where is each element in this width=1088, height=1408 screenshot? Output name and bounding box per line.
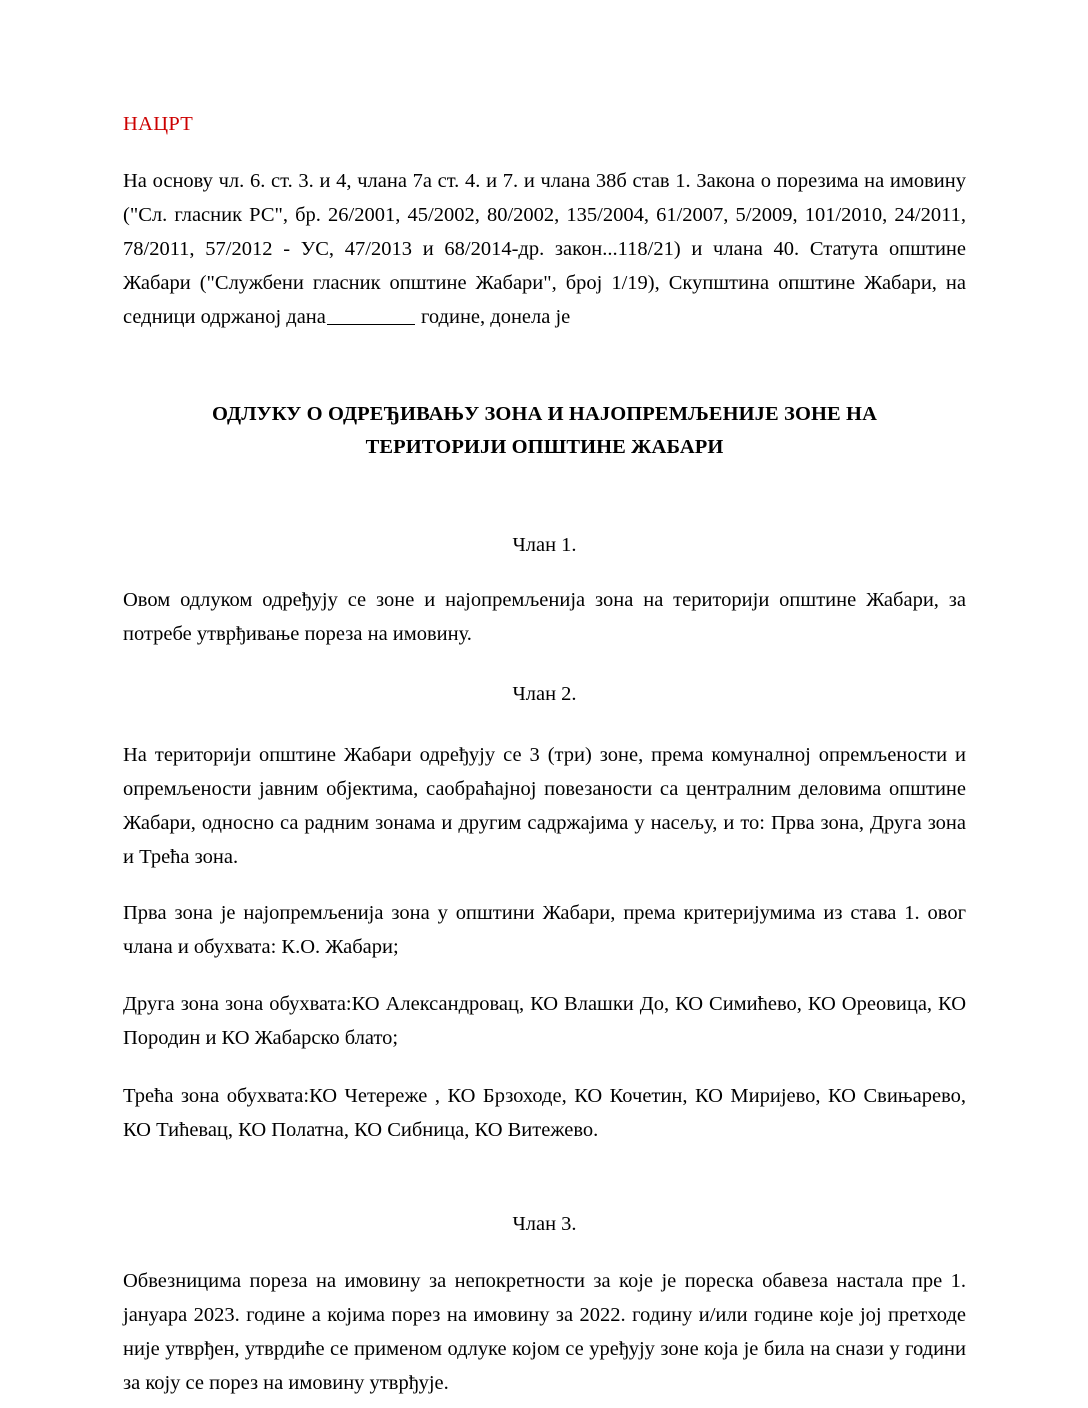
article-2-paragraph-2-zone-one: Прва зона је најопремљенија зона у општини Жабари, према критеријумима из става 1. овог члана и обухвата: К.О. Жабари; <box>123 901 966 958</box>
decision-title-line-2: ТЕРИТОРИЈИ ОПШТИНЕ ЖАБАРИ <box>365 435 724 458</box>
spacer <box>123 964 966 987</box>
article-header-2: Члан 2. <box>512 682 577 705</box>
article-2-paragraph-1: На територији општине Жабари одређују се 3 (три) зоне, према комуналној опремљености и опремљености јавним објектима, саобраћајној повезаности са централним деловима општине Жабари, односно са радним зонама и другим садржајима у насељу, и то: Прва зона, Друга зона и Трећа зона. <box>123 743 966 868</box>
article-2-paragraph-3-zone-two: Друга зона зона обухвата:КО Александровац, КО Влашки До, КО Симићево, КО Ореовица, КО Породин и КО Жабарско блато; <box>123 992 966 1049</box>
spacer <box>123 1241 966 1264</box>
decision-title <box>123 398 966 464</box>
spacer <box>123 651 966 677</box>
spacer <box>123 711 966 738</box>
spacer <box>123 562 966 583</box>
article-header-1: Члан 1. <box>512 533 577 556</box>
draft-label: НАЦРТ <box>123 113 194 135</box>
article-2-paragraph-4-zone-three: Трећа зона обухвата:КО Четереже , КО Брзоходе, КО Кочетин, КО Миријево, КО Свињарево, КО Тићевац, КО Полатна, КО Сибница, КО Витежево. <box>123 1084 966 1141</box>
date-blank-field[interactable] <box>327 324 415 325</box>
article-header-3: Члан 3. <box>512 1212 577 1235</box>
spacer <box>123 464 966 528</box>
spacer <box>123 1055 966 1079</box>
preamble-paragraph <box>123 164 966 334</box>
preamble-text-after-blank: године, донела је <box>415 305 571 328</box>
article-1-paragraph-1: Овом одлуком одређују се зоне и најопремљенија зона на територији општине Жабари, за потребе утврђивање пореза на имовину. <box>123 588 966 645</box>
preamble-text-before-blank: На основу чл. 6. ст. 3. и 4, члана 7а ст. 4. и 7. и члана 38б став 1. Закона о порезима на имовину ("Сл. гласник РС", бр. 26/2001, 45/2002, 80/2002, 135/2004, 61/2007, 5/2009, 101/2010, 24/2011, 78/2011, 57/2012 - УС, 47/2013 и 68/2014-др. закон...118/21) и члана 40. Статута општине Жабари ("Службени гласник општине Жабари", број 1/19), Скупштина општине Жабари, на седници одржаној дана <box>123 169 966 328</box>
spacer <box>123 874 966 896</box>
document-body <box>123 112 966 1400</box>
spacer <box>123 1147 966 1207</box>
article-3-paragraph-1: Обвезницима пореза на имовину за непокретности за које је пореска обавеза настала пре 1. јануара 2023. године а којима порез на имовину за 2022. годину и/или године које јој претходе није утврђен, утврдиће се применом одлуке којом се уређују зоне која је била на снази у години за коју се порез на имовину утврђује. <box>123 1269 966 1394</box>
decision-title-line-1: ОДЛУКУ О ОДРЕЂИВАЊУ ЗОНА И НАЈОПРЕМЉЕНИЈЕ ЗОНЕ НА <box>212 402 877 425</box>
